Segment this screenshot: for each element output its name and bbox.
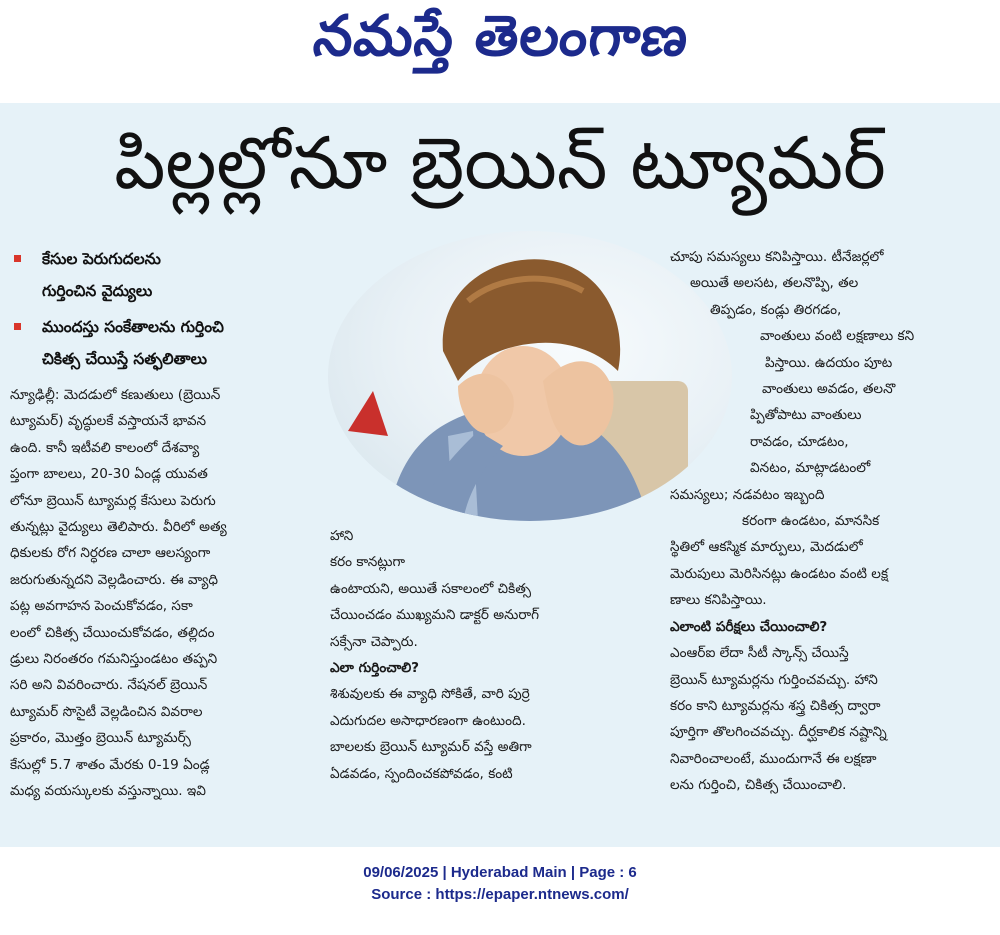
article-text-line: న్యూఢిల్లీ: మెదడులో కణుతులు (బ్రెయిన్ bbox=[10, 387, 221, 403]
article-text-line: శిశువులకు ఈ వ్యాధి సోకితే, వారి పుర్రె bbox=[330, 686, 530, 703]
article-text-line: ఉంటాయని, అయితే సకాలంలో చికిత్స bbox=[330, 580, 532, 597]
article-text-line: ప్తంగా బాలలు, 20-30 ఏండ్ల యువత bbox=[10, 466, 208, 483]
article-text-line: సరి అని వివరించారు. నేషనల్ బ్రెయిన్ bbox=[10, 677, 208, 694]
column-1 bbox=[10, 382, 315, 805]
article-text-line: సమస్యలు; నడవటం ఇబ్బంది bbox=[670, 486, 825, 503]
article-text-line: రావడం, చూడటం, bbox=[750, 433, 849, 450]
article-text-line: బ్రెయిన్ ట్యూమర్లను గుర్తించవచ్చు. హాని bbox=[670, 671, 878, 688]
article-text-line: ఎదుగుదల అసాధారణంగా ఉంటుంది. bbox=[330, 712, 526, 729]
article-text-line: ట్యూమర్ సొసైటీ వెల్లడించిన వివరాల bbox=[10, 703, 203, 720]
article-text-line: ఎంఆర్ఐ లేదా సీటీ స్కాన్స్ చేయిస్తే bbox=[670, 645, 849, 662]
article-text-line: కరంగా ఉండటం, మానసిక bbox=[742, 513, 880, 530]
bullet-item bbox=[12, 311, 312, 375]
article-text-line: మెరుపులు మెరిసినట్లు ఉండటం వంటి లక్ష bbox=[670, 565, 889, 582]
article-text-line: వాంతులు అవడం, తలనొ bbox=[762, 381, 896, 398]
masthead-title: నమస్తే తెలంగాణ bbox=[310, 4, 693, 69]
article-text-line: చేయించడం ముఖ్యమని డాక్టర్ అనురాగ్ bbox=[330, 607, 539, 624]
article-text-line: కరం కాని ట్యూమర్లను శస్త్ర చికిత్స ద్వారా bbox=[670, 697, 881, 714]
article-text-line: జరుగుతున్నదని వెల్లడించారు. ఈ వ్యాధి bbox=[10, 571, 219, 588]
article-text-line: నివారించాలంటే, ముందుగానే ఈ లక్షణా bbox=[670, 750, 877, 767]
article-text-line: పట్ల అవగాహన పెంచుకోవడం, సకా bbox=[10, 598, 193, 615]
article-text-line: ట్యూమర్) వృద్ధులకే వస్తాయనే భావన bbox=[10, 413, 207, 430]
column-2 bbox=[330, 523, 640, 787]
article-text-line: లోనూ బ్రెయిన్ ట్యూమర్ల కేసులు పెరుగు bbox=[10, 492, 216, 509]
article-text-line: పిస్తాయి. ఉదయం పూట bbox=[765, 354, 893, 371]
bullet-item bbox=[12, 243, 312, 307]
article-text-line: ధికులకు రోగ నిర్ధరణ చాలా ఆలస్యంగా bbox=[10, 545, 211, 562]
article-text-line: మధ్య వయస్కులకు వస్తున్నాయి. ఇవి bbox=[10, 783, 206, 800]
article-text-line: ఉంది. కానీ ఇటీవలి కాలంలో దేశవ్యా bbox=[10, 439, 200, 456]
article-text-line: ణాలు కనిపిస్తాయి. bbox=[670, 592, 767, 609]
bullet-line: కేసుల పెరుగుదలను bbox=[42, 250, 161, 268]
bullet-line: గుర్తించిన వైద్యులు bbox=[42, 282, 153, 300]
headline: పిల్లల్లోనూ బ్రెయిన్ ట్యూమర్ bbox=[114, 121, 886, 205]
article-text-line: డ్రులు నిరంతరం గమనిస్తుండటం తప్పని bbox=[10, 651, 218, 668]
footer-credit bbox=[0, 862, 1000, 906]
article-text-line: స్థితిలో ఆకస్మిక మార్పులు, మెదడులో bbox=[670, 539, 863, 556]
bullet-square-icon bbox=[14, 323, 21, 330]
subheading-how-to-identify: ఎలా గుర్తించాలి? bbox=[330, 660, 420, 677]
subheading-tests: ఎలాంటి పరీక్షలు చేయించాలి? bbox=[670, 618, 828, 635]
article-text-line: అయితే అలసట, తలనొప్పి, తల bbox=[690, 275, 859, 292]
article-text-line: హాని bbox=[330, 528, 354, 544]
bullet-line: ముందస్తు సంకేతాలను గుర్తించి bbox=[42, 318, 224, 336]
footer-date-edition: 09/06/2025 | Hyderabad Main | Page : 6 bbox=[363, 864, 637, 881]
article-text-line: ఏడవడం, స్పందించకపోవడం, కంటి bbox=[330, 765, 513, 782]
article-text-line: ప్రకారం, మొత్తం బ్రెయిన్ ట్యూమర్స్ bbox=[10, 730, 191, 747]
article-text-line: చూపు సమస్యలు కనిపిస్తాయి. టీనేజర్లలో bbox=[670, 249, 884, 265]
article-text-line: వాంతులు వంటి లక్షణాలు కని bbox=[760, 328, 915, 345]
article-text-line: బాలలకు బ్రెయిన్ ట్యూమర్ వస్తే అతిగా bbox=[330, 739, 532, 756]
article-text-line: పూర్తిగా తొలగించవచ్చు. దీర్ఘకాలిక నష్టాన్ని bbox=[670, 724, 887, 741]
article-text-line: కరం కానట్లుగా bbox=[330, 554, 405, 571]
bullet-list bbox=[12, 243, 312, 379]
article-text-line: కేసుల్లో 5.7 శాతం మేరకు 0-19 ఏండ్ల bbox=[10, 756, 210, 773]
column-3 bbox=[670, 244, 985, 799]
bullet-line: చికిత్స చేయిస్తే సత్ఫలితాలు bbox=[42, 350, 207, 368]
article-text-line: తున్నట్లు వైద్యులు తెలిపారు. వీరిలో అత్య bbox=[10, 519, 227, 536]
article-text-line: సక్సేనా చెప్పారు. bbox=[330, 633, 418, 650]
article-text-line: లంలో చికిత్స చేయించుకోవడం, తల్లిదం bbox=[10, 624, 215, 641]
article-text-line: ప్పితోపాటు వాంతులు bbox=[750, 407, 862, 424]
article-text-line: వినటం, మాట్లాడటంలో bbox=[750, 460, 871, 477]
article-text-line: లను గుర్తించి, చికిత్స చేయించాలి. bbox=[670, 777, 847, 794]
article-clipping bbox=[0, 103, 1000, 847]
footer-source: Source : https://epaper.ntnews.com/ bbox=[371, 886, 629, 903]
bullet-square-icon bbox=[14, 255, 21, 262]
article-text-line: తిప్పడం, కండ్లు తిరగడం, bbox=[710, 301, 842, 318]
